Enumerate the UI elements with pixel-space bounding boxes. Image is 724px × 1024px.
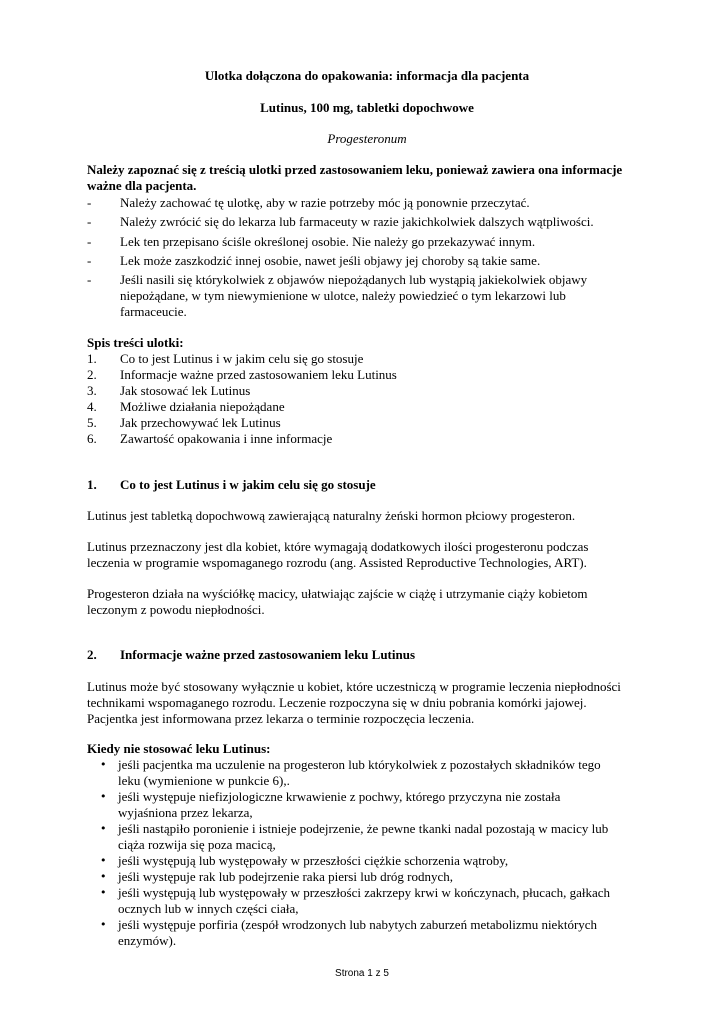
section-1-paragraph: Lutinus jest tabletką dopochwową zawierającą naturalny żeński hormon płciowy progesteron. (87, 508, 576, 523)
contraindication-text: jeśli nastąpiło poronienie i istnieje podejrzenie, że pewne tkanki nadal pozostają w macicy lub (118, 821, 609, 836)
product-name: Lutinus, 100 mg, tabletki dopochwowe (260, 100, 474, 115)
intro-heading-line-1: Należy zapoznać się z treścią ulotki przed zastosowaniem leku, ponieważ zawiera ona informacje (87, 162, 623, 177)
section-title: Informacje ważne przed zastosowaniem leku Lutinus (120, 647, 416, 662)
toc-item-number: 4. (87, 399, 97, 414)
section-1-paragraph: leczenia w programie wspomaganego rozrodu (ang. Assisted Reproductive Technologies, ART). (87, 555, 587, 570)
intro-item-text: Należy zwrócić się do lekarza lub farmaceuty w razie jakichkolwiek dalszych wątpliwości. (120, 214, 594, 229)
contraindication-text: jeśli występują lub występowały w przeszłości zakrzepy krwi w kończynach, płucach, gałkach (118, 885, 611, 900)
contraindication-text: jeśli występuje rak lub podejrzenie raka piersi lub dróg rodnych, (118, 869, 454, 884)
bullet-marker: • (100, 758, 107, 771)
toc-heading: Spis treści ulotki: (87, 335, 184, 350)
section-1-paragraph: Lutinus przeznaczony jest dla kobiet, które wymagają dodatkowych ilości progesteronu podczas (87, 539, 589, 554)
dash-marker: - (87, 253, 92, 268)
section-number: 1. (87, 477, 97, 492)
section-title: Co to jest Lutinus i w jakim celu się go stosuje (120, 477, 376, 492)
toc-item-text: Jak przechowywać lek Lutinus (120, 415, 281, 430)
bullet-marker: • (100, 822, 107, 835)
section-number: 2. (87, 647, 97, 662)
dash-marker: - (87, 195, 92, 210)
toc-item-text: Co to jest Lutinus i w jakim celu się go stosuje (120, 351, 364, 366)
bullet-marker: • (100, 870, 107, 883)
bullet-marker: • (100, 886, 107, 899)
section-1-paragraph: leczonym z powodu niepłodności. (87, 602, 265, 617)
contraindication-text: ciąża rozwija się poza macicą, (118, 837, 276, 852)
contraindication-text: jeśli występują lub występowały w przeszłości ciężkie schorzenia wątroby, (118, 853, 509, 868)
intro-item-text: Lek ten przepisano ściśle określonej osobie. Nie należy go przekazywać innym. (120, 234, 536, 249)
toc-item-number: 5. (87, 415, 97, 430)
toc-item-text: Informacje ważne przed zastosowaniem leku Lutinus (120, 367, 397, 382)
dash-marker: - (87, 234, 92, 249)
page-number: Strona 1 z 5 (335, 968, 389, 979)
bullet-marker: • (100, 854, 107, 867)
section-2-paragraph: Pacjentka jest informowana przez lekarza o terminie rozpoczęcia leczenia. (87, 711, 475, 726)
intro-item-text: Jeśli nasili się którykolwiek z objawów niepożądanych lub wystąpią jakiekolwiek objawy (120, 272, 588, 287)
toc-item-text: Możliwe działania niepożądane (120, 399, 285, 414)
contraindication-text: jeśli występuje porfiria (zespół wrodzonych lub nabytych zaburzeń metabolizmu niektórych (118, 917, 598, 932)
intro-item-text: Lek może zaszkodzić innej osobie, nawet jeśli objawy jej choroby są takie same. (120, 253, 541, 268)
intro-item-text: Należy zachować tę ulotkę, aby w razie potrzeby móc ją ponownie przeczytać. (120, 195, 530, 210)
toc-item-number: 3. (87, 383, 97, 398)
intro-item-text: niepożądane, w tym niewymienione w ulotce, należy powiedzieć o tym lekarzowi lub (120, 288, 566, 303)
bullet-marker: • (100, 790, 107, 803)
section-2-paragraph: Lutinus może być stosowany wyłącznie u kobiet, które uczestniczą w programie leczenia niepłodności (87, 679, 621, 694)
contraindication-text: jeśli występuje niefizjologiczne krwawienie z pochwy, którego przyczyna nie została (118, 789, 561, 804)
toc-item-number: 6. (87, 431, 97, 446)
toc-item-number: 2. (87, 367, 97, 382)
document-title: Ulotka dołączona do opakowania: informacja dla pacjenta (204, 68, 530, 83)
contraindication-text: leku (wymienione w punkcie 6),. (118, 773, 290, 788)
contraindication-text: enzymów). (118, 933, 177, 948)
toc-item-text: Jak stosować lek Lutinus (120, 383, 251, 398)
contraindication-text: wyjaśniona przez lekarza, (118, 805, 253, 820)
contraindications-heading: Kiedy nie stosować leku Lutinus: (87, 741, 271, 756)
contraindication-text: ocznych lub w innych części ciała, (118, 901, 299, 916)
toc-item-text: Zawartość opakowania i inne informacje (120, 431, 333, 446)
contraindication-text: jeśli pacjentka ma uczulenie na progesteron lub którykolwiek z pozostałych składników tego (118, 757, 601, 772)
bullet-marker: • (100, 918, 107, 931)
toc-item-number: 1. (87, 351, 97, 366)
section-2-paragraph: technikami wspomaganego rozrodu. Leczenie rozpoczyna się w dniu pobrania komórki jajowej. (87, 695, 587, 710)
intro-heading-line-2: ważne dla pacjenta. (87, 178, 197, 193)
active-substance: Progesteronum (327, 131, 407, 146)
dash-marker: - (87, 214, 92, 229)
intro-item-text: farmaceucie. (120, 304, 187, 319)
section-1-paragraph: Progesteron działa na wyściółkę macicy, ułatwiając zajście w ciążę i utrzymanie ciąży kobietom (87, 586, 588, 601)
dash-marker: - (87, 272, 92, 287)
